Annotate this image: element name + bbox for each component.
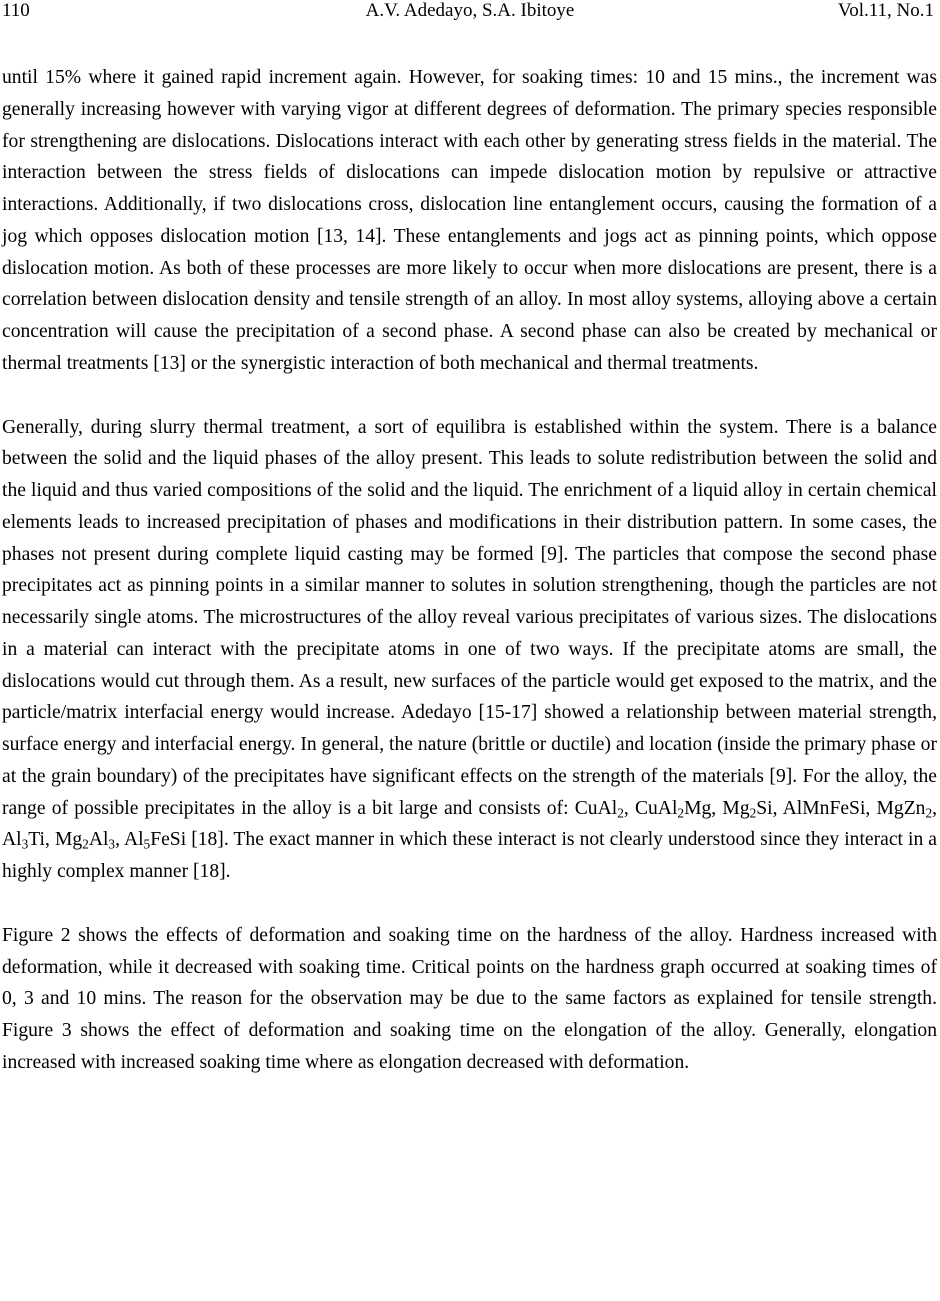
paragraph-precipitates-intro: Generally, during slurry thermal treatment, a sort of equilibra is established within the system. There is a balance between the solid and the liquid phases of the alloy present. This leads to solute redistribution between the solid and the liquid and thus varied compositions of the solid and the liquid. The enrichment of a liquid alloy in certain chemical elements leads to increased precipitation of phases and modifications in their distribution pattern. In some cases, the phases not present during complete liquid casting may be formed [9]. The particles that compose the second phase precipitates act as pinning points in a similar manner to solutes in solution strengthening, though the particles are not necessarily single atoms. The microstructures of the alloy reveal various precipitates of various sizes. The dislocations in a material can interact with the precipitate atoms in one of two ways. If the precipitate atoms are small, the dislocations would cut through them. As a result, new surfaces of the particle would get exposed to the matrix, and the particle/matrix interfacial energy would increase. Adedayo [15-17] showed a relationship between material strength, surface energy and interfacial energy. In general, the nature (brittle or ductile) and location (inside the primary phase or at the grain boundary) of the precipitates have significant effects on the strength of the materials [9]. For the alloy, the range of possible precipitates in the alloy is a bit large and consists of: — [2, 416, 937, 819]
paragraph-hardness-elongation: Figure 2 shows the effects of deformation and soaking time on the hardness of the alloy. Hardness increased with deformation, while it decreased with soaking time. Critical points on the hardness graph occurred at soaking times of 0, 3 and 10 mins. The reason for the observation may be due to the same factors as explained for tensile strength. Figure 3 shows the effect of deformation and soaking time on the elongation of the alloy. Generally, elongation increased with increased soaking time where as elongation decreased with deformation. — [2, 924, 937, 1073]
paragraph-dislocations: until 15% where it gained rapid increment again. However, for soaking times: 10 and 15 mins., the increment was generally increasing however with varying vigor at different degrees of deformation. The primary species responsible for strengthening are dislocations. Dislocations interact with each other by generating stress fields in the material. The interaction between the stress fields of dislocations can impede dislocation motion by repulsive or attractive interactions. Additionally, if two dislocations cross, dislocation line entanglement occurs, causing the formation of a jog which opposes dislocation motion [13, 14]. These entanglements and jogs act as pinning points, which oppose dislocation motion. As both of these processes are more likely to occur when more dislocations are present, there is a correlation between dislocation density and tensile strength of an alloy. In most alloy systems, alloying above a certain concentration will cause the precipitation of a second phase. A second phase can also be created by mechanical or thermal treatments [13] or the synergistic interaction of both mechanical and thermal treatments. — [2, 67, 937, 374]
paragraph-precipitates: Generally, during slurry thermal treatment, a sort of equilibra is established within the system. There is a balance between the solid and the liquid phases of the alloy present. This leads to solute redistribution between the solid and the liquid and thus varied compositions of the solid and the liquid. The enrichment of a liquid alloy in certain chemical elements leads to increased precipitation of phases and modifications in their distribution pattern. In some cases, the phases not present during complete liquid casting may be formed [9]. The particles that compose the second phase precipitates act as pinning points in a similar manner to solutes in solution strengthening, though the particles are not necessarily single atoms. The microstructures of the alloy reveal various precipitates of various sizes. The dislocations in a material can interact with the precipitate atoms in one of two ways. If the precipitate atoms are small, the dislocations would cut through them. As a result, new surfaces of the particle would get exposed to the matrix, and the particle/matrix interfacial energy would increase. Adedayo [15-17] showed a relationship between material strength, surface energy and interfacial energy. In general, the nature (brittle or ductile) and location (inside the primary phase or at the grain boundary) of the precipitates have significant effects on the strength of the materials [9]. For the alloy, the range of possible precipitates in the alloy is a bit large and consists of: CuAl$_2$, CuAl$_2$Mg, $Mg_2Si$, AlMnFeSi, MgZn$_2$, $Al_3Ti$, $Mg_2Al_3$, $Al_5FeSi$ [18]. The exact manner in which these interact is not clearly understood since they interact in a highly complex manner [18]. — [2, 416, 938, 882]
formula-cual2mg: CuAl$_2$Mg — [634, 797, 712, 821]
formula-cual2: CuAl$_2$ — [574, 797, 624, 821]
running-header — [0, 0, 940, 24]
formula-al3ti: $Al_3Ti$ — [2, 829, 45, 852]
formula-almnfesi: AlMnFeSi — [782, 797, 866, 819]
paragraph-spacer — [2, 888, 937, 920]
formula-mgzn2: MgZn$_2$ — [876, 797, 933, 821]
paragraph-precipitates-outro: [18]. The exact manner in which these interact is not clearly understood since they interact in a highly complex manner [18]. — [2, 829, 937, 882]
formula-mg2al3: $Mg_2Al_3$ — [54, 829, 116, 852]
header-volume: Vol.11, No.1 — [837, 0, 934, 21]
page-number: 110 — [2, 0, 30, 21]
paragraph-spacer — [2, 380, 937, 412]
formula-mg2si: $Mg_2Si$ — [722, 797, 773, 821]
formula-al5fesi: $Al_5FeSi$ — [123, 829, 187, 852]
header-authors: A.V. Adedayo, S.A. Ibitoye — [365, 0, 575, 21]
body-text — [2, 62, 937, 1079]
